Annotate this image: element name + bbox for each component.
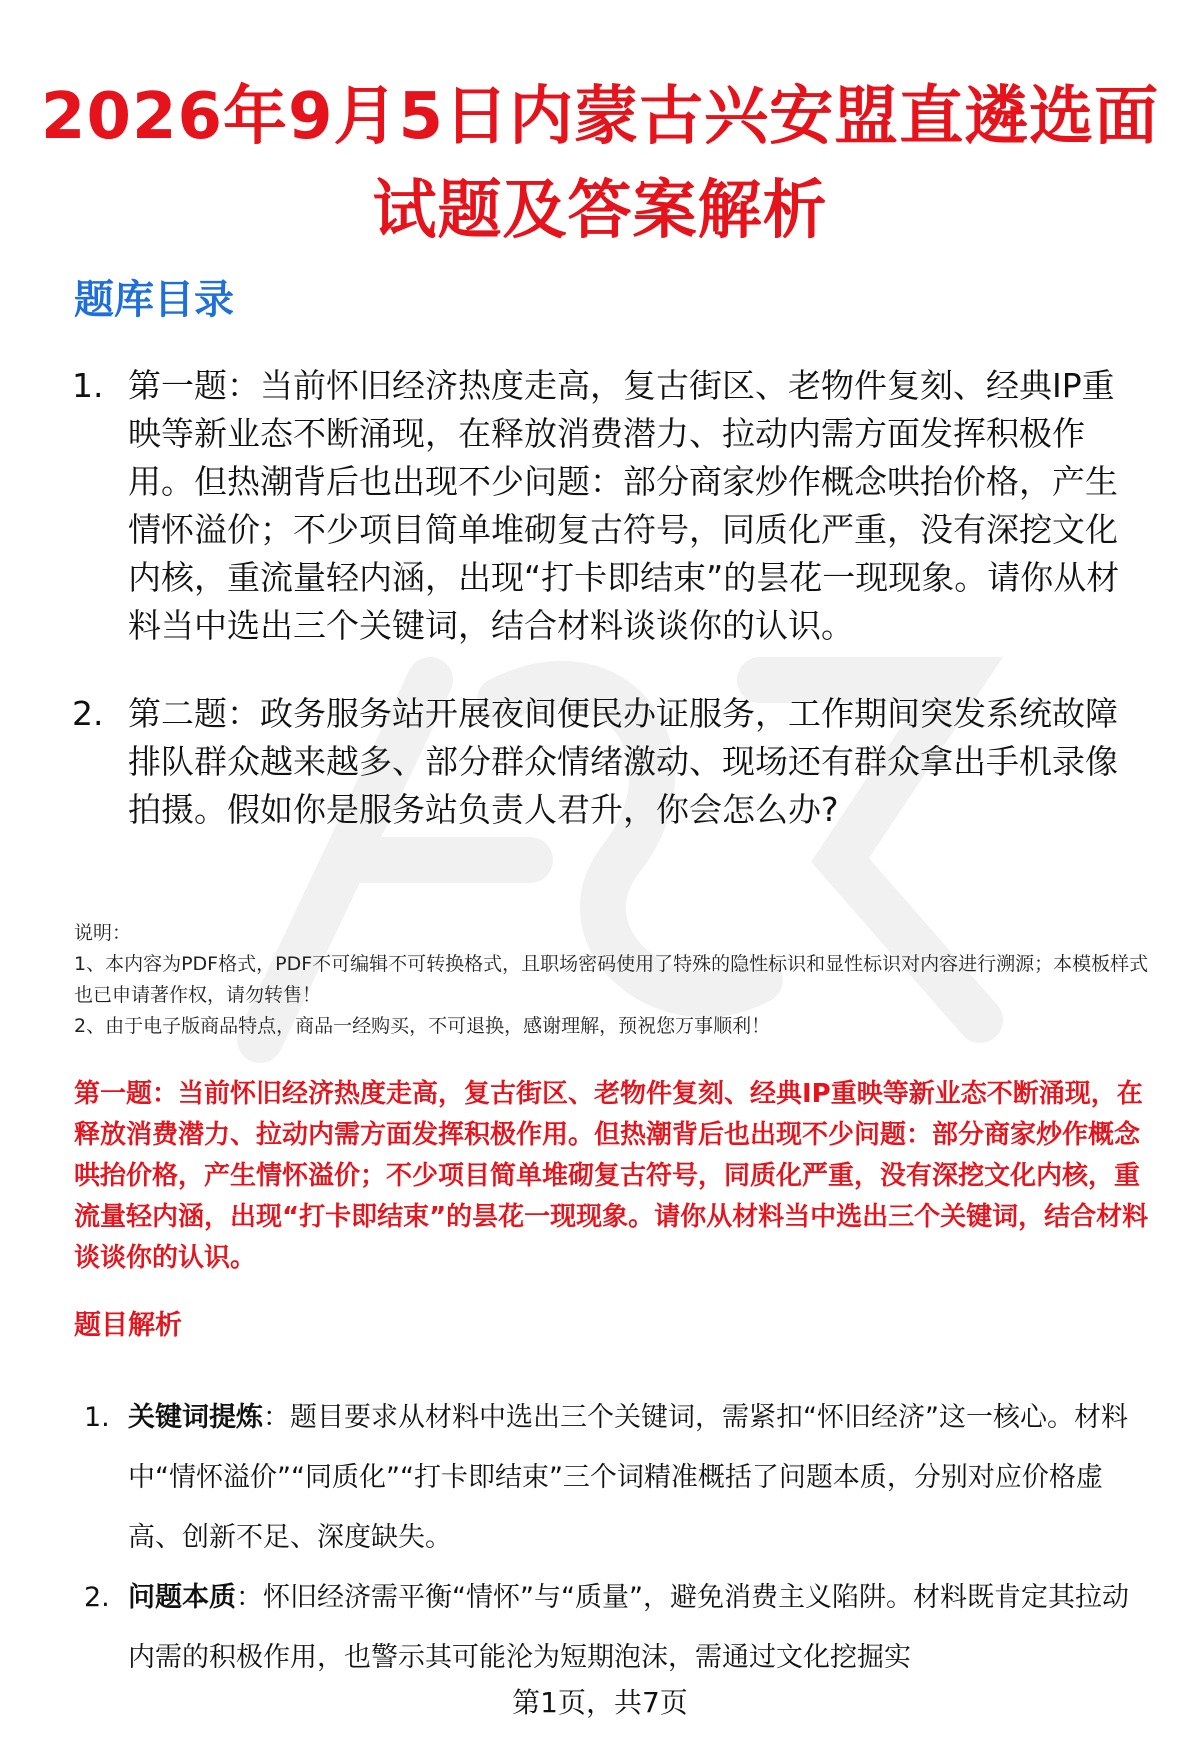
analysis-item-1 [84, 1388, 1144, 1568]
toc-heading: 题库目录 [74, 277, 234, 323]
analysis-item-term: 问题本质 [128, 1582, 236, 1613]
toc-item-number: 2. [72, 694, 104, 733]
notes-label: 说明： [74, 922, 132, 944]
toc-item-number: 1. [72, 366, 104, 405]
analysis-item-2 [84, 1568, 1144, 1688]
analysis-item-number: 2. [84, 1582, 110, 1613]
toc-item-text: 第一题：当前怀旧经济热度走高，复古街区、老物件复刻、经典IP重映等新业态不断涌现，在释放消费潜力、拉动内需方面发挥积极作用。但热潮背后也出现不少问题：部分商家炒作概念哄抬价格，产生情怀溢价；不少项目简单堆砌复古符号，同质化严重，没有深挖文化内核，重流量轻内涵，出现“打卡即结束”的昙花一现现象。请你从材料当中选出三个关键词，结合材料谈谈你的认识。 [128, 366, 1120, 645]
toc-item-1 [72, 362, 1142, 650]
notes-line-2: 2、由于电子版商品特点，商品一经购买，不可退换，感谢理解，预祝您万事顺利！ [74, 1015, 771, 1037]
toc-list [72, 362, 1142, 834]
analysis-item-number: 1. [84, 1402, 110, 1433]
notes-line-1: 1、本内容为PDF格式，PDF不可编辑不可转换格式，且职场密码使用了特殊的隐性标识和显性标识对内容进行溯源；本模板样式也已申请著作权，请勿转售！ [74, 953, 1149, 1006]
analysis-list [84, 1388, 1144, 1688]
analysis-item-term: 关键词提炼 [128, 1402, 263, 1433]
notes-block [74, 918, 1154, 1042]
document-title: 2026年9月5日内蒙古兴安盟直遴选面试题及答案解析 [40, 80, 1160, 248]
toc-item-text: 第二题：政务服务站开展夜间便民办证服务，工作期间突发系统故障排队群众越来越多、部分群众情绪激动、现场还有群众拿出手机录像拍摄。假如你是服务站负责人君升，你会怎么办? [128, 694, 1118, 829]
toc-item-2 [72, 690, 1142, 834]
analysis-item-text: ：题目要求从材料中选出三个关键词，需紧扣“怀旧经济”这一核心。材料中“情怀溢价”“同质化”“打卡即结束”三个词精准概括了问题本质，分别对应价格虚高、创新不足、深度缺失。 [128, 1402, 1128, 1553]
analysis-heading: 题目解析 [74, 1310, 182, 1341]
page-footer: 第1页，共7页 [512, 1686, 688, 1719]
analysis-item-text: ：怀旧经济需平衡“情怀”与“质量”，避免消费主义陷阱。材料既肯定其拉动内需的积极作用，也警示其可能沦为短期泡沫，需通过文化挖掘实 [128, 1582, 1129, 1673]
question-statement: 第一题：当前怀旧经济热度走高，复古街区、老物件复刻、经典IP重映等新业态不断涌现，在释放消费潜力、拉动内需方面发挥积极作用。但热潮背后也出现不少问题：部分商家炒作概念哄抬价格，产生情怀溢价；不少项目简单堆砌复古符号，同质化严重，没有深挖文化内核，重流量轻内涵，出现“打卡即结束”的昙花一现现象。请你从材料当中选出三个关键词，结合材料谈谈你的认识。 [74, 1079, 1149, 1273]
